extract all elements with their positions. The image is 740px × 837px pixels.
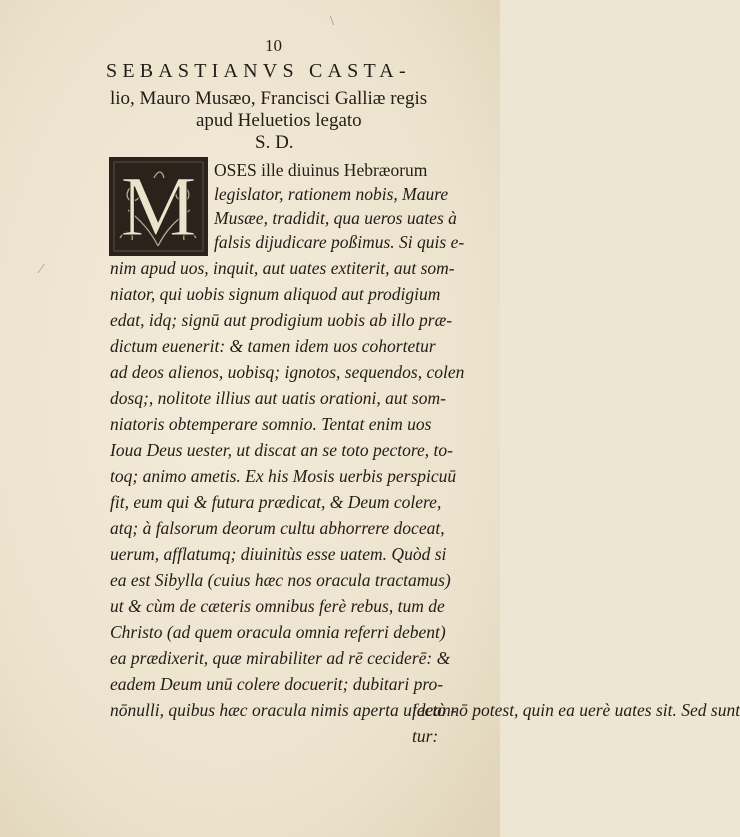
body-line: niator, qui uobis signum aliquod aut prodigium	[110, 284, 441, 304]
body-line: fit, eum qui & futura prædicat, & Deum colere,	[110, 492, 442, 512]
decorated-initial-m	[109, 157, 208, 256]
floral-initial-icon	[110, 158, 207, 255]
body-line: edat, idq; signū aut prodigium uobis ab illo præ-	[110, 310, 453, 330]
body-line: dictum euenerit: & tamen idem uos cohortetur	[110, 336, 436, 356]
page-mark: ⁄	[40, 262, 43, 277]
page-mark: \	[330, 14, 334, 29]
body-line: Christo (ad quem oracula omnia referri debent)	[110, 622, 446, 642]
body-line: Musæe, tradidit, qua ueros uates à	[214, 208, 457, 228]
body-line: legislator, rationem nobis, Maure	[214, 184, 449, 204]
body-line: falsis dijudicare poßimus. Si quis e-	[214, 232, 465, 252]
body-line: niatoris obtemperare somnio. Tentat enim uos	[110, 414, 432, 434]
svg-text:M: M	[120, 158, 197, 254]
catchword: tur:	[412, 726, 439, 746]
body-line: OSES ille diuinus Hebræorum	[214, 160, 428, 180]
heading-recipient: lio, Mauro Musæo, Francisci Galliæ regis	[110, 88, 428, 109]
body-line: ea est Sibylla (cuius hæc nos oracula tractamus)	[110, 570, 451, 590]
heading-recipient-role: apud Heluetios legato	[196, 110, 362, 131]
heading-salutation: S. D.	[255, 132, 294, 153]
body-line: ea prædixerit, quæ mirabiliter ad rē ceciderē: &	[110, 648, 451, 668]
body-line: ad deos alienos, uobisq; ignotos, sequendos, colen	[110, 362, 465, 382]
page-number: 10	[265, 36, 282, 55]
body-line: nōnulli, quibus hæc oracula nimis aperta uidean-	[110, 700, 457, 720]
body-line: atq; à falsorum deorum cultu abhorrere doceat,	[110, 518, 445, 538]
body-line: toq; animo ametis. Ex his Mosis uerbis perspicuū	[110, 466, 457, 486]
body-line: ut & cùm de cæteris omnibus ferè rebus, tum de	[110, 596, 445, 616]
body-line: fectò nō potest, quin ea uerè uates sit. Sed sunt	[412, 700, 740, 720]
body-line: eadem Deum unū colere docuerit; dubitari pro-	[110, 674, 444, 694]
body-line: nim apud uos, inquit, aut uates extiterit, aut som-	[110, 258, 455, 278]
body-line: Ioua Deus uester, ut discat an se toto pectore, to-	[110, 440, 453, 460]
body-line: uerum, afflatumq; diuinitùs esse uatem. Quòd si	[110, 544, 447, 564]
body-line: dosq;, nolitote illius aut uatis orationi, aut som-	[110, 388, 446, 408]
heading-author: SEBASTIANVS CASTA-	[106, 60, 411, 82]
